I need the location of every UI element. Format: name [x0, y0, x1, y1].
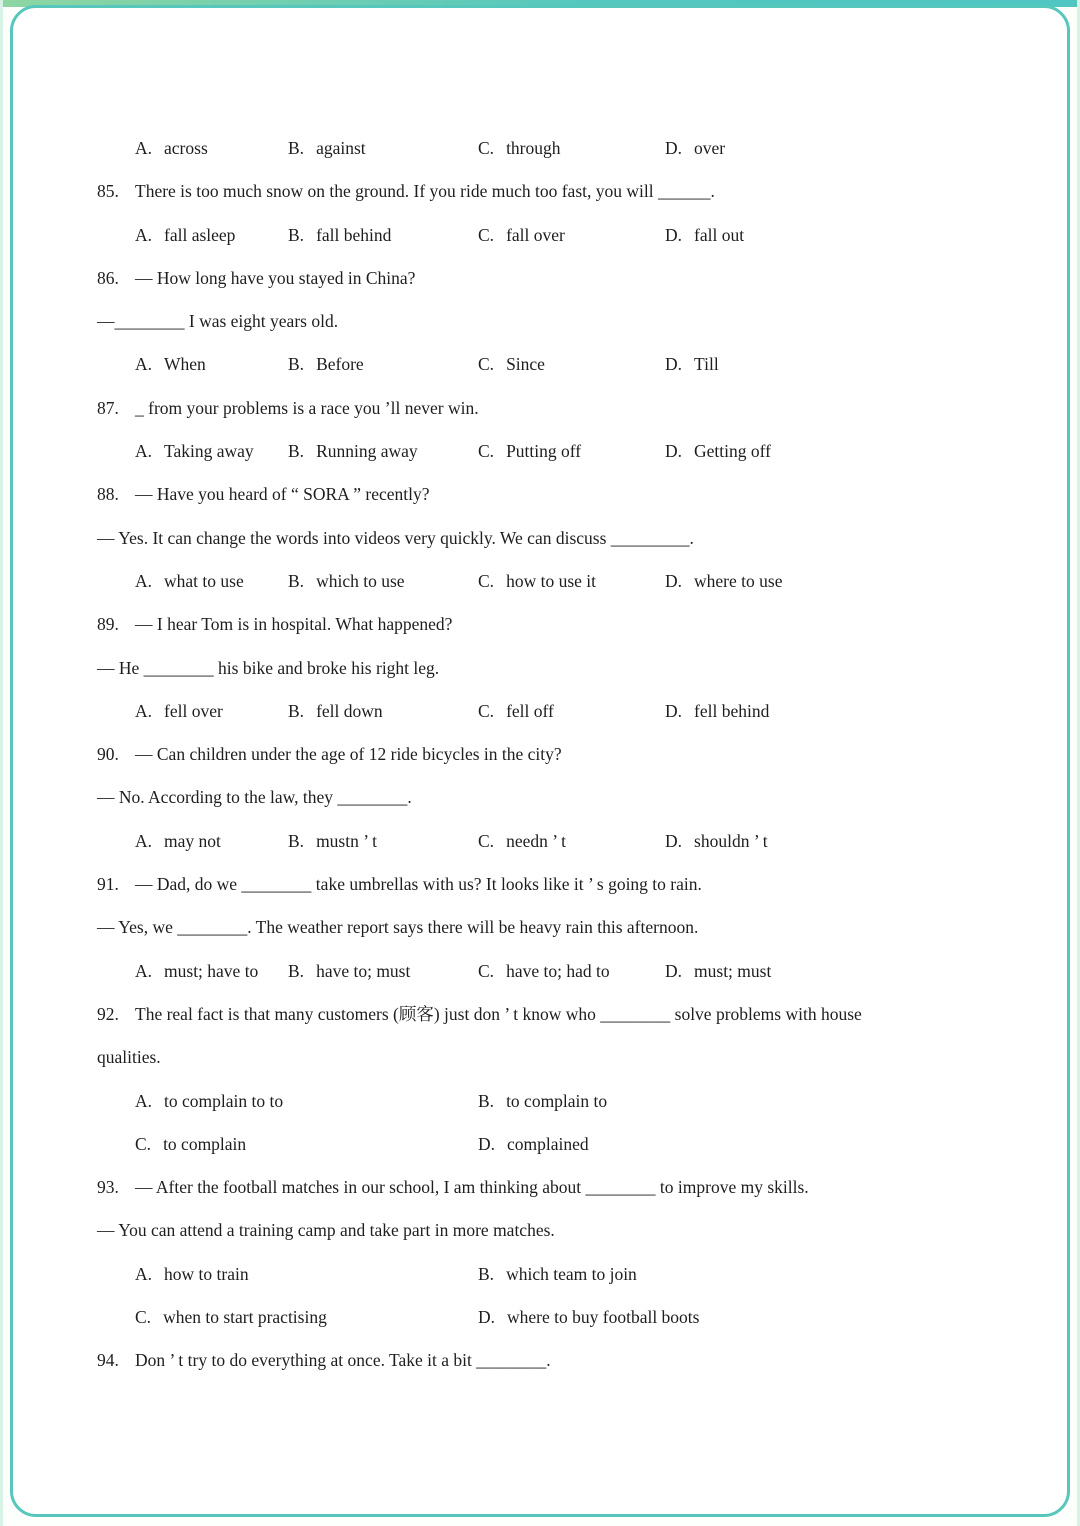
options-row — [135, 1296, 1025, 1339]
question-text: _ from your problems is a race you ’ll never win. — [135, 397, 479, 418]
option-label: D. — [665, 354, 683, 375]
question-text: — Have you heard of “ SORA ” recently? — [135, 484, 430, 505]
option-label: A. — [135, 960, 153, 981]
option-label: D. — [665, 700, 683, 721]
option — [665, 950, 1025, 993]
option-text: to complain to to — [164, 1090, 284, 1111]
option — [478, 690, 665, 733]
question-text: — How long have you stayed in China? — [135, 267, 416, 288]
options-row — [135, 690, 1025, 733]
option — [665, 214, 1025, 257]
options-row — [135, 950, 1025, 993]
option-text: Till — [694, 354, 719, 375]
option — [478, 1253, 1025, 1296]
option-label: C. — [478, 224, 495, 245]
option-text: what to use — [164, 570, 244, 591]
option — [665, 430, 1025, 473]
option-label: B. — [288, 700, 305, 721]
options-row — [135, 1080, 1025, 1123]
option-text: Running away — [316, 441, 418, 462]
option — [135, 430, 288, 473]
option — [135, 950, 288, 993]
option-label: D. — [665, 570, 683, 591]
question-continuation: — Yes, we ________. The weather report says there will be heavy rain this afternoon. — [97, 917, 699, 938]
option — [478, 343, 665, 386]
question-line — [97, 733, 1025, 776]
question-line — [97, 1339, 1025, 1382]
question-number: 89. — [97, 614, 119, 635]
option-text: fall asleep — [164, 224, 236, 245]
option-label: A. — [135, 441, 153, 462]
option-label: D. — [665, 224, 683, 245]
option-text: have to; had to — [506, 960, 610, 981]
option — [135, 1123, 478, 1166]
option-text: across — [164, 138, 208, 158]
options-row — [135, 820, 1025, 863]
option-text: Getting off — [694, 441, 771, 462]
option-label: A. — [135, 570, 153, 591]
option-text: through — [506, 138, 561, 158]
option-text: which team to join — [506, 1263, 637, 1284]
question-continuation: — Yes. It can change the words into videos very quickly. We can discuss _________. — [97, 527, 694, 548]
options-row — [135, 343, 1025, 386]
option — [478, 1296, 1025, 1339]
option — [665, 820, 1025, 863]
question-text: There is too much snow on the ground. If you ride much too fast, you will ______. — [135, 181, 715, 202]
options-row — [135, 127, 1025, 170]
option-text: have to; must — [316, 960, 411, 981]
option-label: C. — [135, 1133, 152, 1154]
question-text: — Dad, do we ________ take umbrellas with us? It looks like it ’ s going to rain. — [135, 874, 702, 895]
option-label: B. — [288, 354, 305, 375]
question-number: 90. — [97, 744, 119, 765]
option-text: over — [694, 138, 726, 158]
options-row — [135, 1253, 1025, 1296]
question-number: 92. — [97, 1003, 119, 1024]
option-label: B. — [288, 570, 305, 591]
question-line — [97, 170, 1025, 213]
option — [135, 1296, 478, 1339]
option — [665, 343, 1025, 386]
option — [478, 214, 665, 257]
option-text: Putting off — [506, 441, 582, 462]
question-line — [97, 473, 1025, 516]
question-number: 93. — [97, 1177, 119, 1198]
option-text: may not — [164, 830, 221, 851]
option-label: B. — [478, 1090, 495, 1111]
question-number: 86. — [97, 267, 119, 288]
option — [288, 950, 478, 993]
option-text: fell over — [164, 700, 223, 721]
option-text: must; have to — [164, 960, 259, 981]
option — [135, 560, 288, 603]
question-text: — I hear Tom is in hospital. What happened? — [135, 614, 453, 635]
option-label: D. — [665, 138, 683, 158]
option-label: A. — [135, 1090, 153, 1111]
question-number: 88. — [97, 484, 119, 505]
question-continuation: — You can attend a training camp and take part in more matches. — [97, 1220, 555, 1241]
option-label: B. — [288, 960, 305, 981]
option-label: A. — [135, 1263, 153, 1284]
option-label: C. — [478, 830, 495, 851]
option-text: against — [316, 138, 366, 158]
option-text: fell off — [506, 700, 554, 721]
options-row — [135, 1123, 1025, 1166]
option-label: C. — [135, 1307, 152, 1328]
option-text: fell down — [316, 700, 383, 721]
option-text: how to use it — [506, 570, 596, 591]
option — [478, 127, 665, 170]
question-number: 87. — [97, 397, 119, 418]
option — [288, 560, 478, 603]
option — [135, 214, 288, 257]
option-label: D. — [478, 1307, 496, 1328]
option-label: C. — [478, 354, 495, 375]
option-label: C. — [478, 570, 495, 591]
option — [478, 1123, 1025, 1166]
option-label: A. — [135, 700, 153, 721]
option — [665, 690, 1025, 733]
option-text: When — [164, 354, 206, 375]
option-text: where to buy football boots — [507, 1307, 700, 1328]
option — [135, 1253, 478, 1296]
option — [478, 560, 665, 603]
option-label: D. — [665, 960, 683, 981]
option-text: must; must — [694, 960, 772, 981]
options-row — [135, 214, 1025, 257]
option-text: Since — [506, 354, 545, 375]
options-row — [135, 430, 1025, 473]
option-label: B. — [478, 1263, 495, 1284]
option — [135, 127, 288, 170]
question-text: — Can children under the age of 12 ride bicycles in the city? — [135, 744, 562, 765]
option-text: where to use — [694, 570, 783, 591]
option — [288, 127, 478, 170]
option-label: B. — [288, 830, 305, 851]
options-row — [135, 560, 1025, 603]
option-text: fall over — [506, 224, 565, 245]
option-text: fall out — [694, 224, 745, 245]
option — [135, 820, 288, 863]
option-label: B. — [288, 441, 305, 462]
option — [288, 820, 478, 863]
option-label: D. — [665, 441, 683, 462]
option-label: B. — [288, 138, 305, 158]
option-text: Before — [316, 354, 364, 375]
option — [135, 1080, 478, 1123]
option-label: A. — [135, 138, 153, 158]
option-label: C. — [478, 960, 495, 981]
option-text: fell behind — [694, 700, 770, 721]
option-text: shouldn ’ t — [694, 830, 768, 851]
option — [478, 1080, 1025, 1123]
question-number: 85. — [97, 181, 119, 202]
option-text: complained — [507, 1133, 589, 1154]
question-continuation: qualities. — [97, 1047, 161, 1068]
option-text: to complain to — [506, 1090, 608, 1111]
option — [288, 343, 478, 386]
option — [135, 343, 288, 386]
option-text: how to train — [164, 1263, 249, 1284]
question-line — [97, 863, 1025, 906]
option — [665, 560, 1025, 603]
option-text: which to use — [316, 570, 405, 591]
option-label: C. — [478, 441, 495, 462]
question-line — [97, 1166, 1025, 1209]
question-line — [97, 387, 1025, 430]
question-continuation: —________ I was eight years old. — [97, 311, 339, 332]
question-number: 91. — [97, 874, 119, 895]
question-line — [97, 603, 1025, 646]
option — [288, 430, 478, 473]
option-text: when to start practising — [163, 1307, 327, 1328]
option — [478, 820, 665, 863]
option-label: A. — [135, 224, 153, 245]
option-text: to complain — [163, 1133, 247, 1154]
question-text: — After the football matches in our school, I am thinking about ________ to improve my skills. — [135, 1177, 809, 1198]
question-line — [97, 993, 1025, 1036]
question-line — [97, 257, 1025, 300]
option-label: D. — [665, 830, 683, 851]
option-text: Taking away — [164, 441, 254, 462]
option-label: A. — [135, 354, 153, 375]
question-number: 94. — [97, 1350, 119, 1371]
option-label: D. — [478, 1133, 496, 1154]
option-label: C. — [478, 138, 495, 158]
option-label: C. — [478, 700, 495, 721]
question-text: Don ’ t try to do everything at once. Take it a bit ________. — [135, 1350, 551, 1371]
option-text: needn ’ t — [506, 830, 566, 851]
option-text: mustn ’ t — [316, 830, 377, 851]
option — [478, 950, 665, 993]
option-label: A. — [135, 830, 153, 851]
question-text: The real fact is that many customers (顾客) just don ’ t know who ________ solve problems with house — [135, 1003, 862, 1024]
option — [478, 430, 665, 473]
question-continuation: — No. According to the law, they ________. — [97, 787, 412, 808]
option — [288, 214, 478, 257]
option — [288, 690, 478, 733]
option — [135, 690, 288, 733]
option-text: fall behind — [316, 224, 392, 245]
option — [665, 127, 1025, 170]
question-continuation: — He ________ his bike and broke his right leg. — [97, 657, 440, 678]
option-label: B. — [288, 224, 305, 245]
